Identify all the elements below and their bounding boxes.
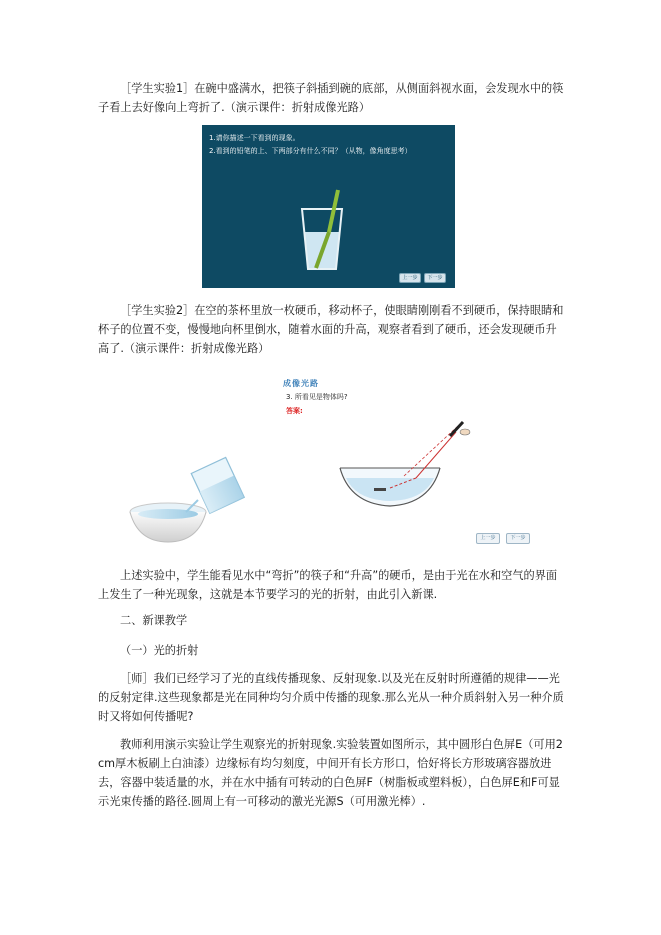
figure-question-3: 3. 所看见是物体吗? — [286, 393, 348, 401]
coin-experiment-figure — [128, 372, 540, 550]
courseware-slide-figure — [202, 125, 455, 288]
paragraph-experiment-2: ［学生实验2］在空的茶杯里放一枚硬币，移动杯子，使眼睛刚刚看不到硬币，保持眼睛和杯子的位置不变，慢慢地向杯里倒水，随着水面的升高，观察者看到了硬币，还会发现硬币升高了.（演示课件：折射成像光路） — [98, 304, 564, 355]
subsection-heading: （一）光的折射 — [120, 644, 199, 657]
paragraph-experiment-1: ［学生实验1］在碗中盛满水，把筷子斜插到碗的底部，从侧面斜视水面，会发现水中的筷子看上去好像向上弯折了.（演示课件：折射成像光路） — [98, 82, 564, 114]
figure-next-button[interactable]: 下一步 — [506, 533, 530, 544]
slide-question-1: 1.请你描述一下看到的现象。 — [209, 134, 300, 142]
pouring-water-illustration — [128, 372, 540, 550]
paragraph-demonstration: 教师利用演示实验让学生观察光的折射现象.实验装置如图所示，其中圆形白色屏E（可用2 cm厚木板刷上白油漆）边缘标有均匀刻度，中间开有长方形口，恰好将长方形玻璃容器放进去，容器中装适量的水，并在水中插有可转动的白色屏F（树脂板或塑料板），白色屏E和F可显示光束传播的路径.圆周上有一可移动的激光光源S（可用激光棒）. — [98, 738, 563, 808]
section-heading: 二、新课教学 — [120, 614, 188, 627]
slide-prev-button[interactable]: 上一步 — [399, 273, 421, 283]
paragraph-teacher-question: ［师］我们已经学习了光的直线传播现象、反射现象.以及光在反射时所遵循的规律——光的反射定律.这些现象都是光在同种均匀介质中传播的现象.那么光从一种介质斜射入另一种介质时又将如何传播呢? — [98, 672, 564, 723]
paragraph-introduction: 上述实验中，学生能看见水中“弯折”的筷子和“升高”的硬币，是由于光在水和空气的界面上发生了一种光现象，这就是本节要学习的光的折射，由此引入新课. — [98, 569, 558, 601]
figure-title: 成像光路 — [283, 379, 319, 388]
figure-answer-label: 答案: — [286, 407, 303, 415]
slide-question-2: 2.看到的铅笔的上、下两部分有什么不同？（从物，像角度思考） — [209, 147, 412, 155]
slide-next-button[interactable]: 下一步 — [424, 273, 446, 283]
figure-prev-button[interactable]: 上一步 — [476, 533, 500, 544]
